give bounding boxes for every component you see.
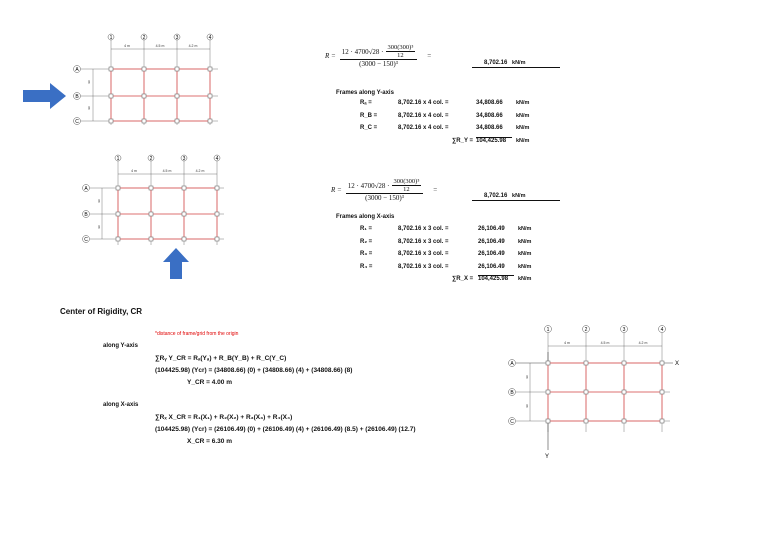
grid-label-B: B [84,212,88,218]
equation-result-2 [472,193,560,201]
stiffness-equation-1 [325,44,431,68]
frames-y-row [360,125,529,138]
grid-label-B: B [510,390,514,396]
axis-lines [516,352,673,450]
frames-x-row [360,264,531,277]
beam-grid [548,363,662,421]
column-bubbles [108,34,213,41]
grid-label-3: 3 [182,156,186,162]
equation-inner-numerator: 300(300)³ [387,44,414,51]
x-result: X_CR = 6.30 m [187,438,232,445]
sum-unit: kN/m [518,276,532,282]
grid-label-4: 4 [215,156,219,162]
equation-result-1 [472,60,560,68]
equation-inner-numerator: 300(300)³ [393,178,420,185]
x-axis-heading: along X-axis [103,402,139,408]
frame-unit: kN/m [516,125,530,131]
sum-unit: kN/m [516,137,530,144]
frame-unit: kN/m [518,238,532,245]
load-arrow-icon [23,83,66,109]
span-label: 4 m [124,44,130,48]
frame-label: R_B = [360,112,378,119]
equation-equals: = [433,186,438,194]
frame-unit: kN/m [518,263,532,270]
sum-value: 104,425.98 [476,137,507,144]
y-axis-heading: along Y-axis [103,343,138,349]
x-equation-values: (104425.98) (Ycr) = (26106.49) (0) + (26106.49) (4) + (26106.49) (8.5) + (26106.49) (12.7) [155,426,416,433]
y-result: Y_CR = 4.00 m [187,379,232,386]
equation-result-value: 8,702.16 [484,60,508,66]
span-label: 4 m [564,341,570,345]
grid-label-B: B [75,94,79,100]
grid-label-4: 4 [208,35,212,41]
frame-label: Rₐ = [360,100,372,106]
grid-label-1: 1 [109,35,113,41]
span-label: 4.2 m [188,44,198,48]
frames-x-row [360,226,531,239]
x-equation-general: ∑Rₓ X_CR = R₁(X₁) + R₂(X₂) + R₃(X₃) + R₄(X₄) [155,414,293,421]
equation-denominator: (3000 − 150)³ [359,60,398,68]
equation-inner-denominator: 12 [397,52,404,59]
frame-unit: kN/m [516,112,530,119]
equation-inner-denominator: 12 [403,186,410,193]
beam-grid [111,69,210,121]
grid-label-2: 2 [142,35,146,41]
frame-label: R₁ = [360,226,372,232]
grid-label-C: C [75,119,79,125]
equation-lhs: R = [325,52,336,60]
frame-value: 34,808.66 [476,112,503,119]
frames-x-sum [360,276,531,288]
grid-label-3: 3 [622,327,626,333]
frame-value: 34,808.66 [476,100,503,106]
frame-calc: 8,702.16 x 3 col. = [398,226,449,232]
floor-plan-y-loading [20,30,225,130]
frame-label: R₃ = [360,251,373,257]
grid-label-A: A [510,361,514,367]
stiffness-equation-2 [331,178,437,202]
frame-calc: 8,702.16 x 4 col. = [398,100,449,106]
row-span-label: 4m [87,79,91,84]
row-span-label: 4m [525,374,529,379]
row-span-label: 4m [525,403,529,408]
columns [109,67,212,123]
axis-y-label: Y [545,454,550,460]
section-title: Center of Rigidity, CR [60,307,143,316]
frame-label: R₄ = [360,263,373,270]
span-label: 4.5 m [600,341,610,345]
frame-value: 26,106.49 [478,264,514,277]
load-arrow-icon [163,248,189,279]
equation-equals: = [427,52,432,60]
frame-value: 26,106.49 [478,226,505,232]
grid-label-A: A [84,186,88,192]
equation-result-unit: kN/m [512,60,526,66]
frame-unit: kN/m [518,251,532,257]
beam-grid [118,188,217,239]
row-span-label: 4m [87,105,91,110]
floor-plan-axes [505,322,700,462]
frame-unit: kN/m [516,100,530,106]
y-equation-values: (104425.98) (Ycr) = (34808.66) (0) + (34808.66) (4) + (34808.66) (8) [155,367,353,374]
equation-denominator: (3000 − 150)³ [365,194,404,202]
grid-label-1: 1 [116,156,120,162]
frame-label: R₂ = [360,238,373,245]
frame-calc: 8,702.16 x 3 col. = [398,251,449,257]
span-label: 4 m [131,169,137,173]
equation-lhs: R = [331,186,342,194]
frame-unit: kN/m [518,226,532,232]
span-label: 4.5 m [162,169,172,173]
grid-label-3: 3 [175,35,179,41]
equation-result-unit: kN/m [512,193,526,199]
floor-plan-x-loading [78,150,228,282]
frame-calc: 8,702.16 x 3 col. = [398,263,449,270]
equation-numerator: 12 · 4700√28 · [341,47,384,56]
frames-x-row [360,239,531,252]
grid-label-4: 4 [660,327,664,333]
y-equation-general: ∑Rᵧ Y_CR = Rₐ(Yₐ) + R_B(Y_B) + R_C(Y_C) [155,355,287,362]
span-label: 4.2 m [638,341,648,345]
frames-y-row [360,100,529,113]
frame-value: 26,106.49 [478,251,505,257]
grid-label-C: C [510,419,514,425]
frame-value: 26,106.49 [478,238,505,245]
sum-label: ∑R_Y = [452,137,474,144]
axis-x-label: X [675,361,680,367]
frames-x-row [360,251,531,264]
grid-label-2: 2 [149,156,153,162]
frames-y-sum [360,138,529,150]
frame-calc: 8,702.16 x 4 col. = [398,125,449,131]
equation-numerator: 12 · 4700√28 · [347,181,390,190]
frame-value: 34,808.66 [476,125,512,138]
frame-label: R_C = [360,125,378,131]
frames-x-table [360,226,531,288]
row-span-label: 4m [97,224,101,229]
span-label: 4.2 m [195,169,205,173]
frames-x-heading: Frames along X-axis [336,214,395,220]
grid-label-A: A [75,67,79,73]
frames-y-row [360,113,529,126]
dimension-line [111,40,210,125]
frame-calc: 8,702.16 x 4 col. = [398,112,449,119]
equation-result-value: 8,702.16 [484,193,508,199]
grid-label-C: C [84,237,88,243]
frame-calc: 8,702.16 x 3 col. = [398,238,449,245]
row-span-label: 4m [97,198,101,203]
sum-value: 104,425.98 [478,276,509,282]
grid-label-2: 2 [584,327,588,333]
frames-y-table [360,100,529,150]
grid-label-1: 1 [546,327,550,333]
sum-label: ∑R_X = [452,276,474,282]
distance-note: *distance of frame/grid from the origin [155,331,239,337]
span-label: 4.5 m [155,44,165,48]
frames-y-heading: Frames along Y-axis [336,90,394,96]
